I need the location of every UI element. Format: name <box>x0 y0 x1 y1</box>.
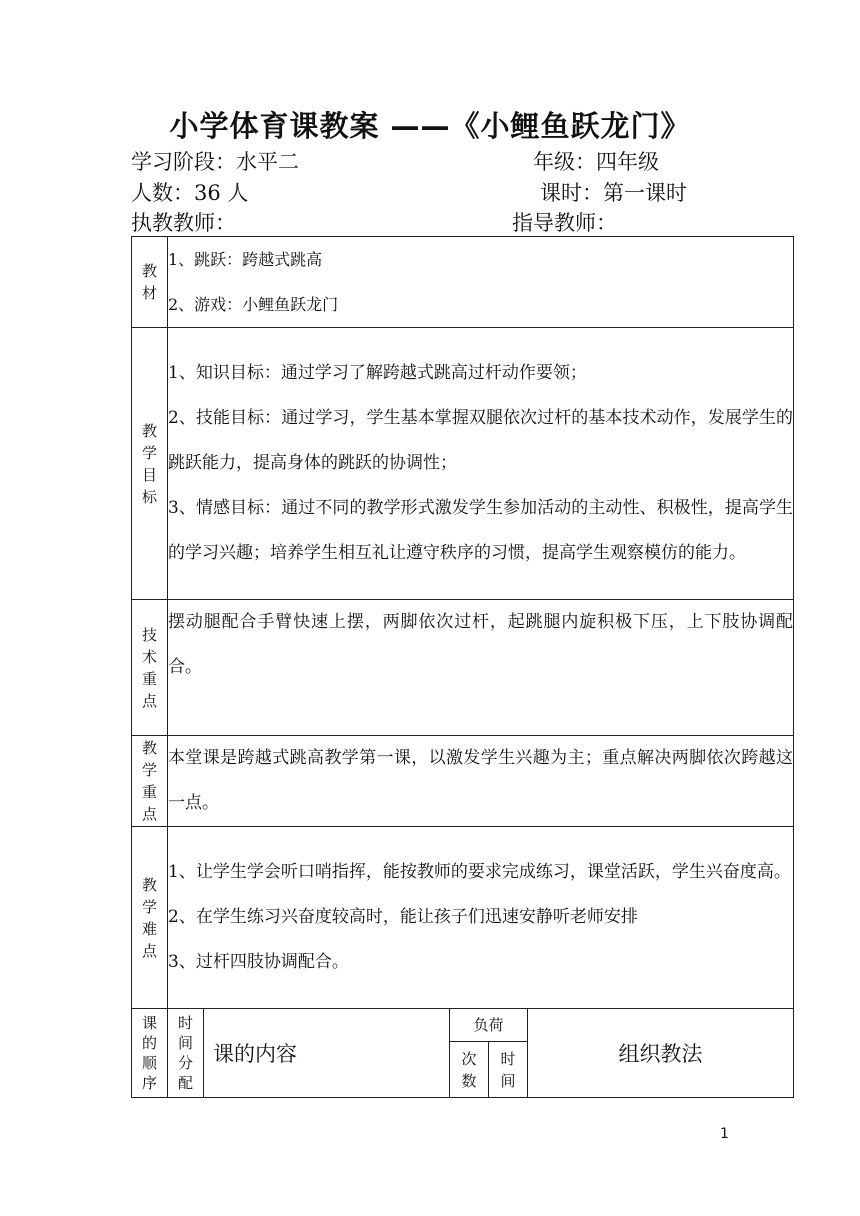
keypoint-row <box>132 736 794 827</box>
goals-content: 1、知识目标：通过学习了解跨越式跳高过杆动作要领； 2、技能目标：通过学习，学生基本掌握双腿依次过杆的基本技术动作，发展学生的跳跃能力，提高身体的跳跃的协调性； 3、情感目标：通过不同的教学形式激发学生参加活动的主动性、积极性，提高学生的学习兴趣；培养学生相互礼让遵守秩序的习惯，提高学生观察模仿的能力。 <box>168 328 794 600</box>
lesson-plan-table <box>131 236 794 1098</box>
stage-info: 学习阶段：水平二 <box>131 150 299 174</box>
goals-row <box>132 328 794 600</box>
goals-label: 教 学 目 标 <box>132 328 168 600</box>
order-header: 课 的 顺 序 <box>132 1009 168 1098</box>
advisor-info: 指导教师： <box>512 211 617 235</box>
keypoint-label: 教 学 重 点 <box>132 736 168 827</box>
time-header: 时 间 分 配 <box>168 1009 204 1098</box>
material-label: 教 材 <box>132 237 168 328</box>
tech-content: 摆动腿配合手臂快速上摆，两脚依次过杆，起跳腿内旋积极下压，上下肢协调配合。 <box>168 600 794 736</box>
method-header: 组织教法 <box>528 1009 794 1098</box>
times-header: 次 数 <box>450 1042 489 1098</box>
tech-row <box>132 600 794 736</box>
header-row-top <box>132 1009 794 1042</box>
duration-header: 时 间 <box>489 1042 528 1098</box>
load-header: 负荷 <box>450 1009 528 1042</box>
page-number: 1 <box>720 1126 729 1142</box>
count-info: 人数：36 人 <box>131 181 249 205</box>
grade-info: 年级：四年级 <box>533 150 659 174</box>
period-info: 课时：第一课时 <box>540 181 687 205</box>
material-content: 1、跳跃：跨越式跳高 2、游戏：小鲤鱼跃龙门 <box>168 237 794 328</box>
difficulty-content: 1、让学生学会听口哨指挥，能按教师的要求完成练习，课堂活跃，学生兴奋度高。 2、在学生练习兴奋度较高时，能让孩子们迅速安静听老师安排 3、过杆四肢协调配合。 <box>168 827 794 1009</box>
page-title: 小学体育课教案 ——《小鲤鱼跃龙门》 <box>169 109 691 143</box>
difficulty-label: 教 学 难 点 <box>132 827 168 1009</box>
keypoint-content: 本堂课是跨越式跳高教学第一课，以激发学生兴趣为主；重点解决两脚依次跨越这一点。 <box>168 736 794 827</box>
material-row <box>132 237 794 328</box>
teacher-info: 执教教师： <box>131 211 236 235</box>
content-header: 课的内容 <box>204 1009 450 1098</box>
tech-label: 技 术 重 点 <box>132 600 168 736</box>
difficulty-row <box>132 827 794 1009</box>
